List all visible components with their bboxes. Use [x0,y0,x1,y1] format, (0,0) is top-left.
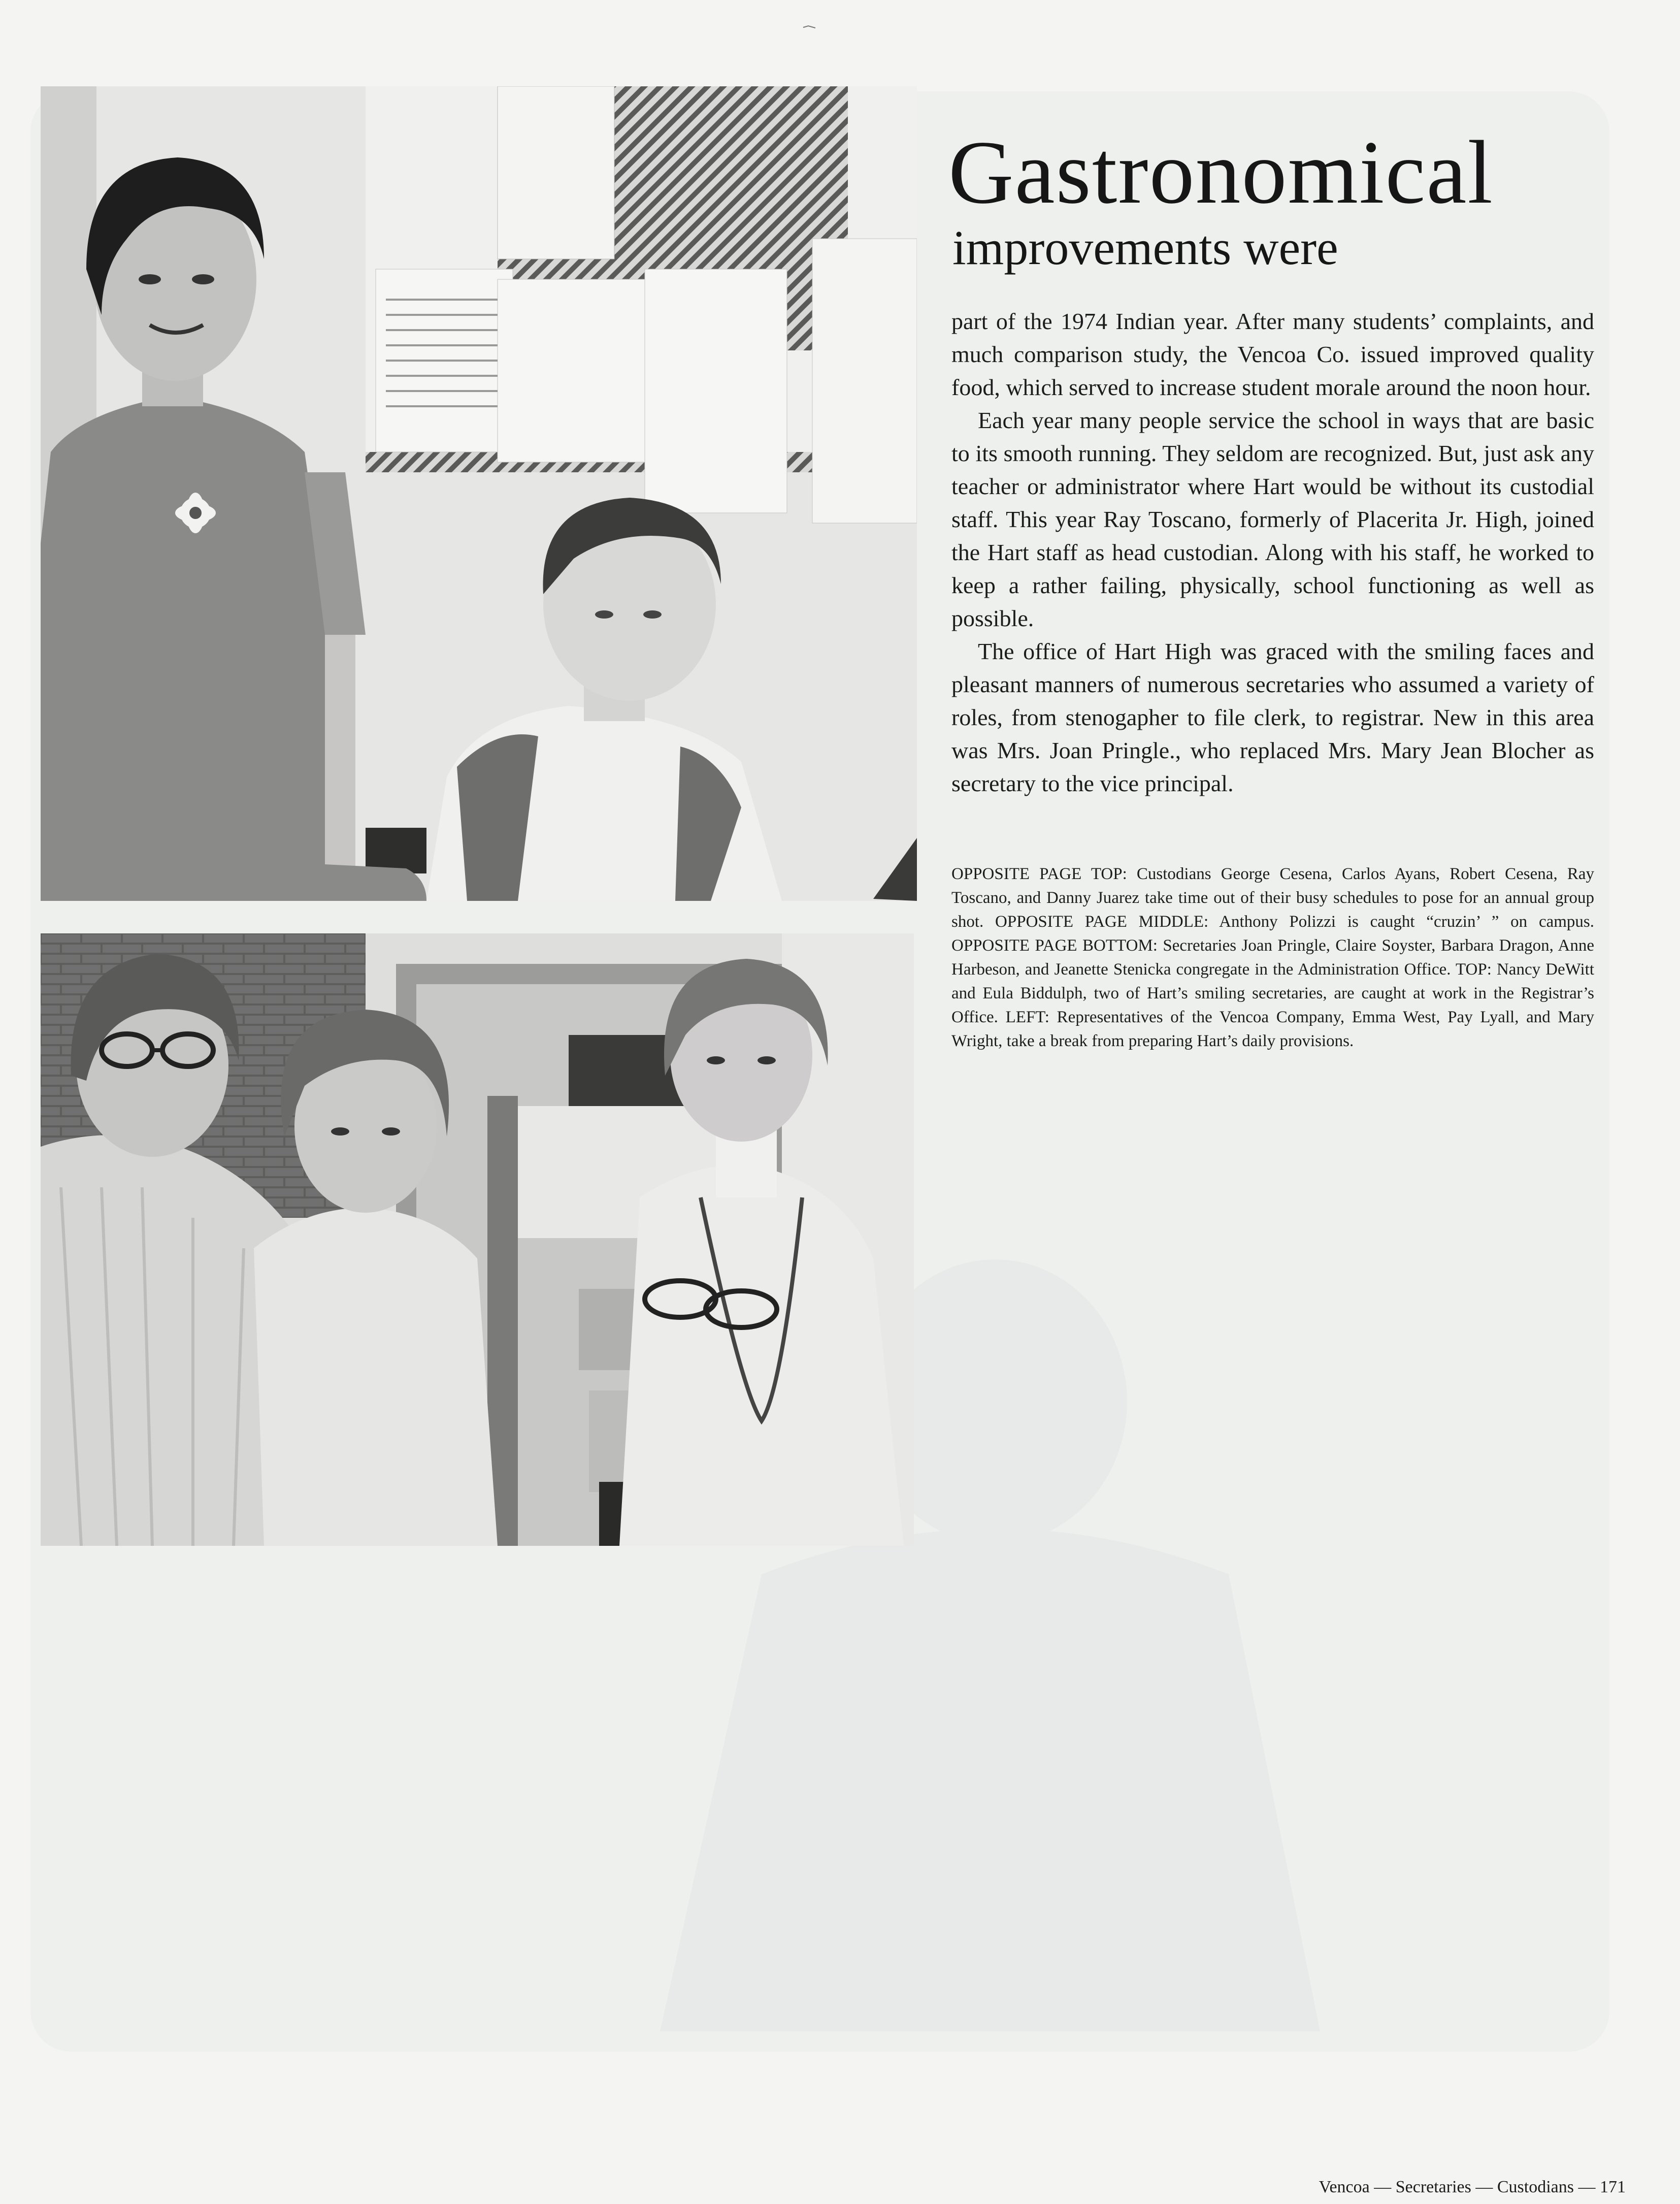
page-footer-folio: Vencoa — Secretaries — Custodians — 171 [1319,2178,1626,2196]
scan-mark [802,24,817,29]
body-paragraph: Each year many people service the school in ways that are basic to its smooth running. They seldom are recognized. But, just ask any teacher or administrator where Hart would be without its custodial staff. This year Ray Toscano, formerly of Placerita Jr. High, joined the Hart staff as head custodian. Along with his staff, he worked to keep a rather failing, physically, school functioning as well as possible. [951,407,1594,631]
photo-secretaries-registrar-office [41,86,917,901]
photo-caption: OPPOSITE PAGE TOP: Custodians George Cesena, Carlos Ayans, Robert Cesena, Ray Toscano, and Danny Juarez take time out of their busy schedules to pose for an annual group shot. OPPOSITE PAGE MIDDLE: Anthony Polizzi is caught “cruzin’ ” on campus. OPPOSITE PAGE BOTTOM: Secretaries Joan Pringle, Claire Soyster, Barbara Dragon, Anne Harbeson, and Jeanette Stenicka congregate in the Administration Office. TOP: Nancy DeWitt and Eula Biddulph, two of Hart’s smiling secretaries, are caught at work in the Registrar’s Office. LEFT: Representatives of the Vencoa Company, Emma West, Pay Lyall, and Mary Wright, take a break from preparing Hart’s daily provisions. [951,865,1594,1050]
body-paragraph: The office of Hart High was graced with the smiling faces and pleasant manners of numerous secretaries who assumed a variety of roles, from stenogapher to file clerk, to registrar. New in this area was Mrs. Joan Pringle., who replaced Mrs. Mary Jean Blocher as secretary to the vice principal. [951,638,1594,796]
subhead: improvements were [952,220,1338,275]
body-paragraph: part of the 1974 Indian year. After many students’ complaints, and much comparison study, the Vencoa Co. issued improved quality food, which served to increase student morale around the noon hour. [951,308,1594,400]
photo-vencoa-representatives [41,933,914,1546]
headline: Gastronomical [948,122,1494,222]
article-body [951,305,1594,800]
